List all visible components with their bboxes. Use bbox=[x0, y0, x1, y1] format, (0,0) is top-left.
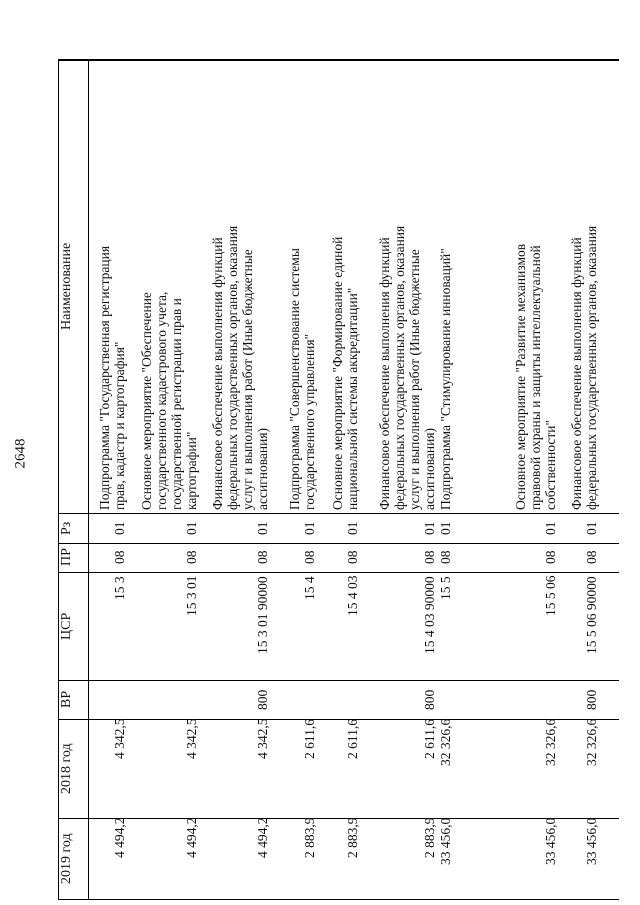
row-vr bbox=[543, 680, 558, 719]
row-name-line: федеральных государственных органов, оказания bbox=[584, 225, 599, 510]
row-y2019: 33 456,0 bbox=[584, 818, 599, 866]
row-rz: 01 bbox=[345, 521, 360, 535]
rule-bottom bbox=[59, 899, 619, 900]
row-vr bbox=[302, 680, 317, 719]
row-name-line: Подпрограмма "Государственная регистрация bbox=[97, 245, 112, 510]
row-name bbox=[377, 66, 437, 510]
rule-rz-pr bbox=[59, 543, 619, 544]
row-y2019: 2 883,9 bbox=[345, 818, 360, 859]
row-vr bbox=[112, 680, 127, 719]
row-name bbox=[210, 66, 270, 510]
row-name-line: прав, кадастр и картография" bbox=[112, 341, 127, 510]
row-name bbox=[438, 66, 453, 510]
header-pr: ПР bbox=[59, 548, 74, 567]
row-name-line: картографии" bbox=[184, 431, 199, 510]
row-y2019: 33 456,0 bbox=[438, 818, 453, 866]
row-pr: 08 bbox=[345, 550, 360, 565]
row-name-line: государственного кадастрового учета, bbox=[154, 291, 169, 510]
row-csr: 15 4 bbox=[302, 576, 317, 600]
row-y2018: 32 326,6 bbox=[438, 719, 453, 767]
row-y2018: 32 326,6 bbox=[543, 719, 558, 767]
row-rz: 01 bbox=[543, 521, 558, 535]
row-name-line: Подпрограмма "Совершенствование системы bbox=[287, 248, 302, 510]
row-vr bbox=[184, 680, 199, 719]
header-2019: 2019 год bbox=[59, 833, 74, 884]
row-vr: 800 bbox=[584, 689, 599, 710]
row-y2019: 4 494,2 bbox=[112, 818, 127, 859]
row-pr: 08 bbox=[255, 550, 270, 565]
row-name-line: Основное мероприятие "Обеспечение bbox=[139, 292, 154, 510]
row-name-line: Финансовое обеспечение выполнения функций bbox=[377, 237, 392, 510]
row-name-line: государственного управления" bbox=[302, 333, 317, 510]
rule-pr-csr bbox=[59, 572, 619, 573]
row-vr bbox=[345, 680, 360, 719]
row-csr: 15 3 01 90000 bbox=[255, 576, 270, 654]
rule-csr-vr bbox=[59, 680, 619, 681]
header-2018: 2018 год bbox=[59, 743, 74, 794]
row-y2018: 4 342,5 bbox=[255, 719, 270, 760]
row-rz: 01 bbox=[112, 521, 127, 535]
rule-2018-2019 bbox=[59, 818, 619, 819]
row-pr: 08 bbox=[543, 550, 558, 565]
row-pr: 08 bbox=[438, 550, 453, 565]
row-name-line: государственной регистрации прав и bbox=[169, 298, 184, 510]
row-y2019: 2 883,9 bbox=[422, 818, 437, 859]
row-name-line: Финансовое обеспечение выполнения функций bbox=[210, 237, 225, 510]
row-pr: 08 bbox=[302, 550, 317, 565]
row-name-line: федеральных государственных органов, оказания bbox=[392, 225, 407, 510]
row-y2019: 4 494,2 bbox=[255, 818, 270, 859]
row-y2018: 2 611,6 bbox=[302, 719, 317, 759]
row-name-line: Финансовое обеспечение выполнения функций bbox=[569, 237, 584, 510]
row-rz: 01 bbox=[302, 521, 317, 535]
row-name-line: Основное мероприятие "Развитие механизмов bbox=[513, 243, 528, 510]
row-rz: 01 bbox=[438, 521, 453, 535]
row-name-line: ассигнования) bbox=[422, 427, 437, 510]
row-name bbox=[97, 66, 127, 510]
row-name-line: услуг и выполнения работ (Иные бюджетные bbox=[407, 249, 422, 510]
row-y2018: 4 342,5 bbox=[184, 719, 199, 760]
row-name-line: федеральных государственных органов, оказания bbox=[225, 225, 240, 510]
row-rz: 01 bbox=[184, 521, 199, 535]
row-y2019: 33 456,0 bbox=[543, 818, 558, 866]
page-number: 2648 bbox=[12, 438, 29, 469]
row-csr: 15 3 bbox=[112, 576, 127, 600]
row-y2019: 2 883,9 bbox=[302, 818, 317, 859]
row-vr: 800 bbox=[422, 689, 437, 710]
row-csr: 15 4 03 90000 bbox=[422, 576, 437, 654]
header-rz: Рз bbox=[59, 521, 74, 535]
row-csr: 15 3 01 bbox=[184, 576, 199, 617]
header-csr: ЦСР bbox=[59, 612, 74, 640]
row-y2019: 4 494,2 bbox=[184, 818, 199, 859]
row-name-line: Подпрограмма "Стимулирование инноваций" bbox=[438, 248, 453, 510]
rule-top bbox=[59, 60, 619, 61]
row-rz: 01 bbox=[584, 521, 599, 535]
rule-vr-2018 bbox=[59, 719, 619, 720]
row-name bbox=[513, 66, 558, 510]
row-rz: 01 bbox=[422, 521, 437, 535]
rule-name-rz bbox=[59, 513, 619, 514]
row-vr bbox=[438, 680, 453, 719]
row-csr: 15 5 06 90000 bbox=[584, 576, 599, 654]
row-vr: 800 bbox=[255, 689, 270, 710]
budget-table bbox=[58, 59, 619, 900]
row-csr: 15 5 bbox=[438, 576, 453, 600]
row-name-line: правовой охраны и защиты интеллектуальной bbox=[528, 245, 543, 510]
row-y2018: 2 611,6 bbox=[422, 719, 437, 759]
row-name-line: ассигнования) bbox=[255, 427, 270, 510]
header-vr: ВР bbox=[59, 690, 74, 709]
row-pr: 08 bbox=[584, 550, 599, 565]
row-csr: 15 5 06 bbox=[543, 576, 558, 617]
row-name-line: национальной системы аккредитации" bbox=[345, 287, 360, 510]
row-name-line: услуг и выполнения работ (Иные бюджетные bbox=[240, 249, 255, 510]
row-name bbox=[330, 66, 360, 510]
row-pr: 08 bbox=[112, 550, 127, 565]
row-rz: 01 bbox=[255, 521, 270, 535]
row-csr: 15 4 03 bbox=[345, 576, 360, 617]
row-name bbox=[287, 66, 317, 510]
row-y2018: 2 611,6 bbox=[345, 719, 360, 759]
row-y2018: 4 342,5 bbox=[112, 719, 127, 760]
row-name bbox=[139, 66, 199, 510]
rule-header bbox=[88, 60, 89, 900]
row-name-line: Основное мероприятие "Формирование единой bbox=[330, 236, 345, 510]
header-name: Наименование bbox=[59, 242, 74, 331]
row-name bbox=[569, 66, 599, 510]
row-name-line: собственности" bbox=[543, 420, 558, 510]
row-y2018: 32 326,6 bbox=[584, 719, 599, 767]
row-pr: 08 bbox=[422, 550, 437, 565]
row-pr: 08 bbox=[184, 550, 199, 565]
